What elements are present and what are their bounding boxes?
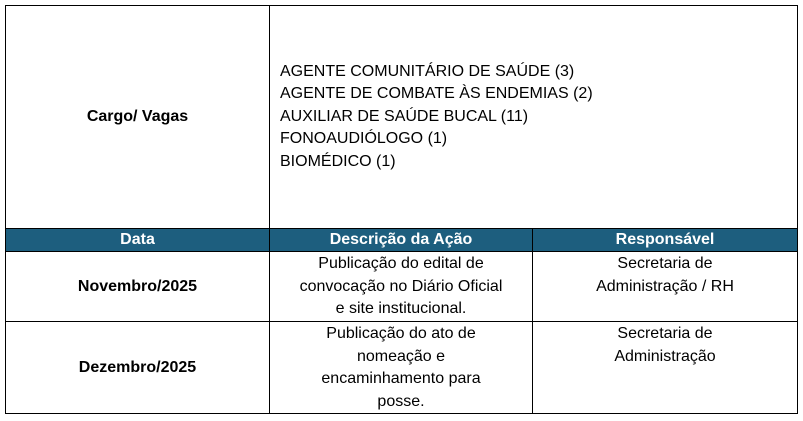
row-date: Dezembro/2025	[6, 322, 270, 414]
row-responsible-text: Secretaria de Administração	[614, 325, 716, 365]
header-descricao: Descrição da Ação	[270, 229, 533, 252]
cargo-item: AGENTE DE COMBATE ÀS ENDEMIAS (2)	[280, 85, 593, 103]
row-responsible	[533, 322, 798, 414]
row-description	[270, 322, 533, 414]
row-responsible-text: Secretaria de Administração / RH	[596, 255, 734, 295]
cargo-label: Cargo/ Vagas	[6, 6, 270, 229]
cargo-row	[6, 6, 798, 229]
cargo-item: FONOAUDIÓLOGO (1)	[280, 130, 448, 148]
row-responsible	[533, 252, 798, 322]
cargo-item: AUXILIAR DE SAÚDE BUCAL (11)	[280, 107, 529, 125]
row-date: Novembro/2025	[6, 252, 270, 322]
schedule-table	[5, 228, 798, 414]
row-description-text: Publicação do ato de nomeação e encaminhamento para posse.	[321, 325, 481, 410]
cargo-list	[270, 6, 798, 229]
document	[5, 5, 797, 414]
cargo-item: BIOMÉDICO (1)	[280, 152, 396, 170]
header-data: Data	[6, 229, 270, 252]
table-header-row	[6, 229, 798, 252]
cargo-item: AGENTE COMUNITÁRIO DE SAÚDE (3)	[280, 62, 575, 80]
row-description	[270, 252, 533, 322]
header-responsavel: Responsável	[533, 229, 798, 252]
table-row	[6, 252, 798, 322]
cargo-table	[5, 5, 798, 229]
row-description-text: Publicação do edital de convocação no Diário Oficial e site institucional.	[299, 255, 503, 317]
table-row	[6, 322, 798, 414]
